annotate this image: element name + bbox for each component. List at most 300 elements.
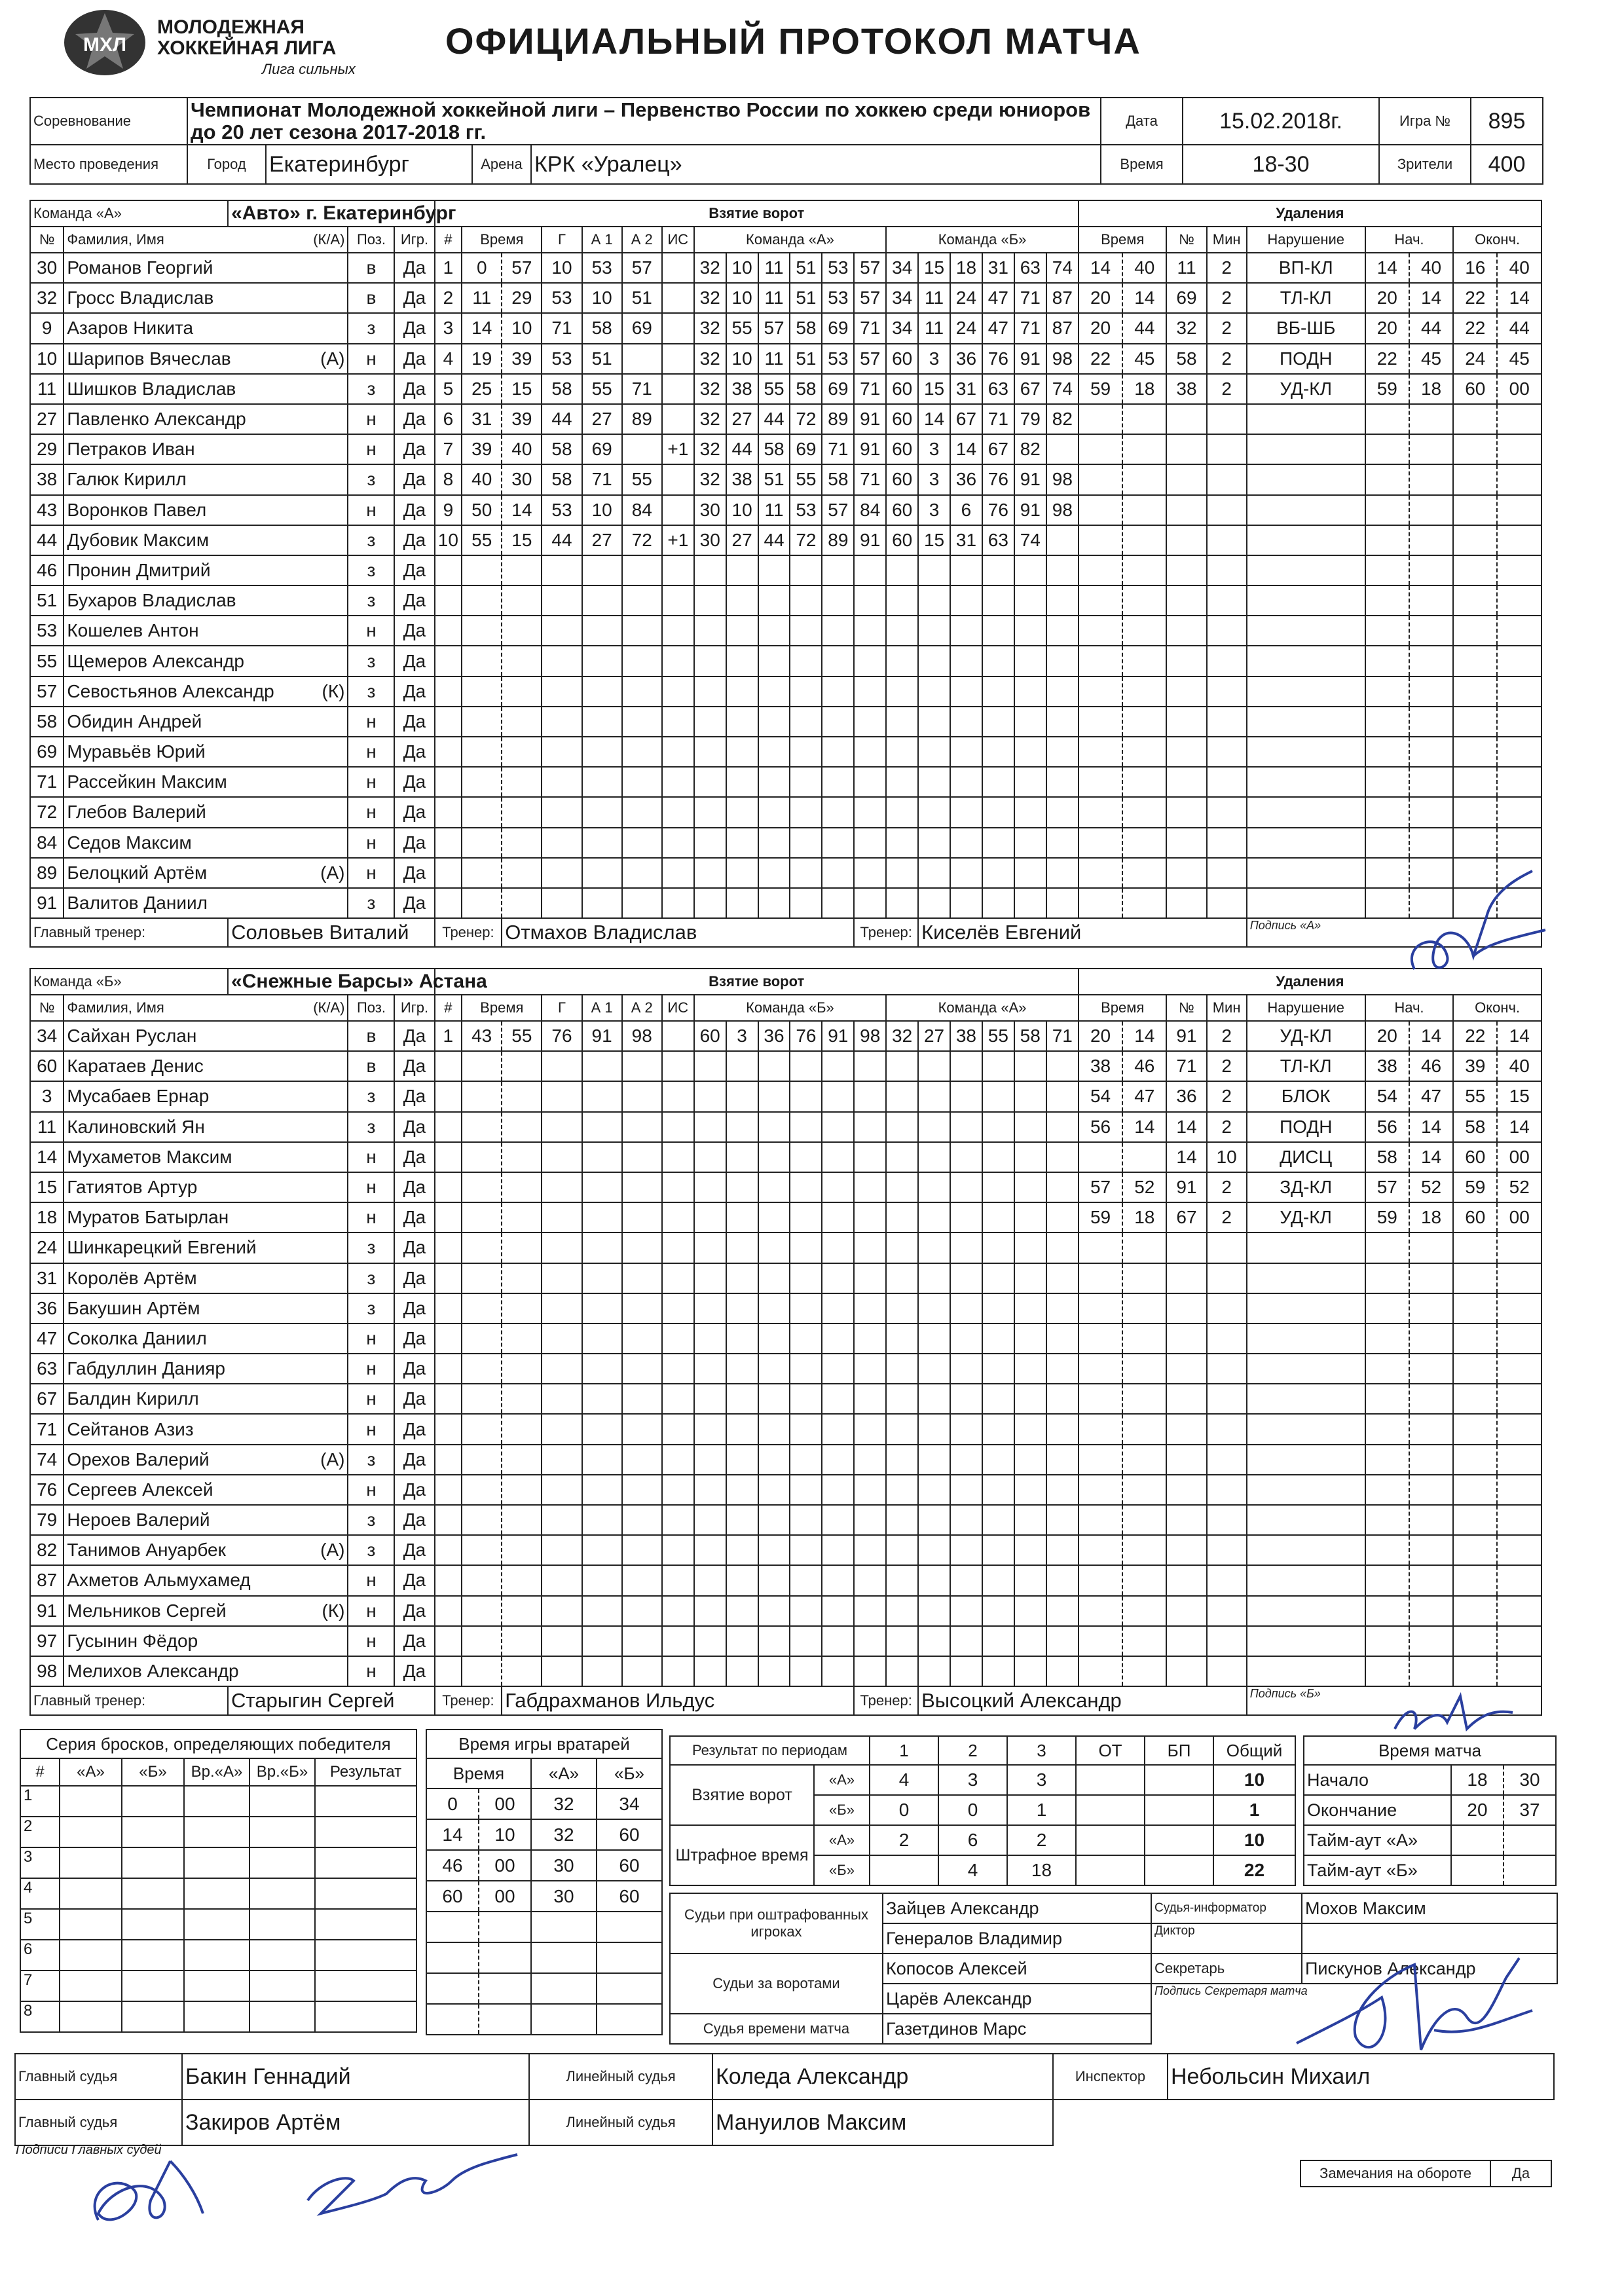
- goal-judge-2: Царёв Александр: [883, 1984, 1151, 2014]
- onice-other-team: [950, 1384, 982, 1414]
- onice-other-team: [1046, 525, 1079, 555]
- goal-minute: [462, 646, 502, 676]
- goal-minute: [462, 737, 502, 767]
- team-b-label: «Б»: [814, 1855, 870, 1885]
- onice-scoring-team: [726, 1232, 758, 1263]
- goalie-team-b: 60: [597, 1881, 662, 1912]
- match-time-hour: 18: [1451, 1765, 1504, 1795]
- col-name: [64, 995, 348, 1021]
- penalty-second: [1122, 1565, 1166, 1595]
- goal-assist-1: [582, 1656, 622, 1686]
- penalty-start-sec: 14: [1409, 1021, 1453, 1051]
- penalty-end-min: 60: [1453, 1142, 1497, 1172]
- penalty-start-min: [1365, 464, 1409, 494]
- goal-situation: [662, 555, 694, 585]
- onice-scoring-team: [726, 858, 758, 888]
- onice-other-team: [950, 616, 982, 646]
- onice-other-team: [950, 888, 982, 918]
- onice-other-team: [918, 1414, 950, 1444]
- onice-other-team: 91: [1014, 495, 1046, 525]
- penalty-minutes: [1207, 1354, 1247, 1384]
- goal-second: [502, 1232, 542, 1263]
- penalty-start-min: 20: [1365, 1021, 1409, 1051]
- penalty-start-min: [1365, 1535, 1409, 1565]
- goal-second: 15: [502, 374, 542, 404]
- onice-scoring-team: [822, 858, 854, 888]
- goal-situation: [662, 1021, 694, 1051]
- goal-situation: +1: [662, 434, 694, 464]
- pim-b: 4: [938, 1855, 1007, 1885]
- goalie-team-a: 32: [531, 1788, 597, 1819]
- player-name: Пронин Дмитрий: [67, 559, 211, 580]
- goal-assist-1: [582, 585, 622, 616]
- onice-scoring-team: [694, 646, 726, 676]
- penalty-violation: [1247, 646, 1365, 676]
- penalty-minutes: [1207, 1626, 1247, 1656]
- player-row: [30, 1324, 1541, 1354]
- player-position: з: [348, 374, 394, 404]
- penalty-end-sec: [1497, 767, 1541, 797]
- player-name-cell: [64, 313, 348, 343]
- penalty-minute: 54: [1079, 1081, 1122, 1111]
- onice-scoring-team: [854, 585, 886, 616]
- pim-b: [1145, 1855, 1213, 1885]
- player-played: Да: [394, 1384, 434, 1414]
- goals-b: 0: [938, 1795, 1007, 1825]
- onice-other-team: 87: [1046, 313, 1079, 343]
- penalty-player: 11: [1166, 253, 1206, 283]
- onice-scoring-team: [726, 1596, 758, 1626]
- onice-scoring-team: [854, 1445, 886, 1475]
- onice-other-team: [886, 828, 918, 858]
- time-value: 18-30: [1183, 145, 1379, 184]
- onice-scoring-team: [758, 1142, 790, 1172]
- player-row: [30, 1142, 1541, 1172]
- period-col: ОТ: [1076, 1736, 1145, 1765]
- goal-minute: 25: [462, 374, 502, 404]
- player-name: Валитов Даниил: [67, 893, 208, 914]
- goal-minute: 31: [462, 404, 502, 434]
- onice-scoring-team: [694, 1051, 726, 1081]
- penalty-start-sec: [1409, 495, 1453, 525]
- goal-number: [435, 555, 462, 585]
- col-goal-no: #: [435, 995, 462, 1021]
- penalty-start-min: [1365, 616, 1409, 646]
- shootout-row-num: 8: [20, 2001, 60, 2032]
- onice-scoring-team: [726, 1142, 758, 1172]
- shootout-cell: [184, 1909, 249, 1940]
- onice-other-team: [918, 737, 950, 767]
- goal-situation: [662, 646, 694, 676]
- penalty-minutes: [1207, 676, 1247, 707]
- onice-scoring-team: [758, 1263, 790, 1293]
- goal-second: [502, 1172, 542, 1202]
- onice-scoring-team: 89: [822, 404, 854, 434]
- penalty-start-min: [1365, 1414, 1409, 1444]
- onice-scoring-team: [822, 555, 854, 585]
- penalty-player: 32: [1166, 313, 1206, 343]
- player-number: 3: [30, 1081, 64, 1111]
- announcer-label: Диктор: [1151, 1923, 1302, 1953]
- onice-other-team: [1014, 1324, 1046, 1354]
- onice-scoring-team: [758, 858, 790, 888]
- onice-scoring-team: [854, 1414, 886, 1444]
- shootout-cell: [184, 1847, 249, 1878]
- goal-scorer: [542, 1051, 581, 1081]
- player-row: [30, 1384, 1541, 1414]
- penalty-minutes: [1207, 1324, 1247, 1354]
- goals-label: Взятие ворот: [670, 1765, 814, 1825]
- onice-other-team: [982, 1505, 1014, 1535]
- onice-scoring-team: 32: [694, 434, 726, 464]
- onice-other-team: [886, 1414, 918, 1444]
- penalty-violation: [1247, 1656, 1365, 1686]
- onice-scoring-team: [854, 1384, 886, 1414]
- onice-other-team: [886, 1505, 918, 1535]
- onice-other-team: [1014, 1596, 1046, 1626]
- player-name-cell: [64, 374, 348, 404]
- goal-number: [435, 1565, 462, 1595]
- col-pen-end: Оконч.: [1453, 227, 1541, 253]
- goal-second: 29: [502, 283, 542, 313]
- player-role: (К): [322, 680, 345, 701]
- onice-other-team: [950, 1626, 982, 1656]
- informer: Мохов Максим: [1302, 1893, 1557, 1923]
- goal-minute: [462, 676, 502, 707]
- player-name-cell: [64, 1263, 348, 1293]
- player-name-cell: [64, 555, 348, 585]
- shootout-col: «Б»: [122, 1758, 184, 1786]
- player-number: 87: [30, 1565, 64, 1595]
- shootout-col: Вр.«Б»: [249, 1758, 315, 1786]
- shootout-row-num: 4: [20, 1878, 60, 1909]
- onice-scoring-team: [790, 1414, 822, 1444]
- player-position: н: [348, 1202, 394, 1232]
- player-name-cell: [64, 434, 348, 464]
- pim-b: [870, 1855, 938, 1885]
- penalty-player: [1166, 646, 1206, 676]
- goal-second: [502, 828, 542, 858]
- goal-assist-2: [622, 1565, 662, 1595]
- player-name-cell: [64, 283, 348, 313]
- onice-other-team: 14: [950, 434, 982, 464]
- goal-number: [435, 1324, 462, 1354]
- onice-other-team: [918, 1293, 950, 1324]
- penalty-minutes: [1207, 1263, 1247, 1293]
- onice-scoring-team: 44: [758, 525, 790, 555]
- col-onice-2: Команда «Б»: [886, 227, 1079, 253]
- onice-scoring-team: 69: [822, 374, 854, 404]
- penalty-minutes: 2: [1207, 1202, 1247, 1232]
- pim-b: [1076, 1855, 1145, 1885]
- player-position: з: [348, 1232, 394, 1263]
- shootout-title: Серия бросков, определяющих победителя: [20, 1730, 416, 1758]
- shootout-cell: [315, 1786, 416, 1817]
- shootout-cell: [249, 1817, 315, 1847]
- player-row: [30, 585, 1541, 616]
- onice-scoring-team: [854, 888, 886, 918]
- onice-other-team: [886, 1445, 918, 1475]
- onice-scoring-team: [726, 1202, 758, 1232]
- onice-other-team: [1014, 1142, 1046, 1172]
- player-number: 82: [30, 1535, 64, 1565]
- onice-other-team: [982, 767, 1014, 797]
- onice-other-team: [982, 1051, 1014, 1081]
- penalty-end-sec: 00: [1497, 374, 1541, 404]
- penalty-minutes: [1207, 888, 1247, 918]
- goal-minute: [462, 1535, 502, 1565]
- onice-scoring-team: [790, 1596, 822, 1626]
- penalty-end-min: [1453, 1263, 1497, 1293]
- player-row: [30, 1021, 1541, 1051]
- player-number: 27: [30, 404, 64, 434]
- penalty-start-sec: [1409, 1565, 1453, 1595]
- col-pos: Поз.: [348, 227, 394, 253]
- onice-scoring-team: [694, 797, 726, 827]
- player-number: 98: [30, 1656, 64, 1686]
- col-games: Игр.: [394, 227, 434, 253]
- player-position: н: [348, 404, 394, 434]
- onice-scoring-team: [726, 888, 758, 918]
- shootout-cell: [184, 1940, 249, 1971]
- onice-other-team: [950, 858, 982, 888]
- penalty-player: [1166, 495, 1206, 525]
- onice-other-team: [1046, 797, 1079, 827]
- penalty-start-min: [1365, 404, 1409, 434]
- player-row: [30, 283, 1541, 313]
- goal-minute: 19: [462, 344, 502, 374]
- penalty-start-min: [1365, 1293, 1409, 1324]
- goal-number: [435, 616, 462, 646]
- penalty-player: [1166, 767, 1206, 797]
- player-number: 69: [30, 737, 64, 767]
- penalty-start-sec: 18: [1409, 374, 1453, 404]
- onice-other-team: [886, 1324, 918, 1354]
- goal-second: [502, 1142, 542, 1172]
- goal-assist-2: [622, 797, 662, 827]
- onice-scoring-team: 55: [726, 313, 758, 343]
- goal-number: 5: [435, 374, 462, 404]
- player-position: н: [348, 797, 394, 827]
- col-pen-time: Время: [1079, 995, 1167, 1021]
- col-goal-time: Время: [462, 995, 542, 1021]
- onice-scoring-team: 32: [694, 404, 726, 434]
- onice-scoring-team: [694, 1232, 726, 1263]
- onice-other-team: [1046, 767, 1079, 797]
- penalty-start-sec: [1409, 1445, 1453, 1475]
- onice-other-team: [1014, 888, 1046, 918]
- onice-other-team: 63: [1014, 253, 1046, 283]
- penalty-second: [1122, 1384, 1166, 1414]
- onice-other-team: [1046, 1475, 1079, 1505]
- col-name-label: Фамилия, Имя: [67, 231, 164, 248]
- goal-situation: [662, 404, 694, 434]
- penalty-end-min: 39: [1453, 1051, 1497, 1081]
- onice-other-team: 74: [1014, 525, 1046, 555]
- penalty-start-min: [1365, 1565, 1409, 1595]
- goal-minute: [462, 1142, 502, 1172]
- player-number: 84: [30, 828, 64, 858]
- shootout-cell: [122, 1817, 184, 1847]
- onice-scoring-team: [790, 1475, 822, 1505]
- player-name-cell: [64, 1354, 348, 1384]
- penalty-player: [1166, 797, 1206, 827]
- goal-assist-1: [582, 1142, 622, 1172]
- penalty-start-min: 56: [1365, 1112, 1409, 1142]
- onice-scoring-team: [694, 858, 726, 888]
- onice-scoring-team: [758, 1324, 790, 1354]
- player-played: Да: [394, 555, 434, 585]
- penalty-second: [1122, 1263, 1166, 1293]
- penalty-second: 14: [1122, 1021, 1166, 1051]
- penalty-violation: [1247, 1626, 1365, 1656]
- penalty-end-sec: [1497, 525, 1541, 555]
- player-position: н: [348, 1475, 394, 1505]
- goal-minute: 50: [462, 495, 502, 525]
- goal-minute: [462, 1202, 502, 1232]
- penalty-end-min: [1453, 525, 1497, 555]
- penalty-second: [1122, 1475, 1166, 1505]
- onice-other-team: [950, 1414, 982, 1444]
- onice-scoring-team: [854, 1202, 886, 1232]
- player-name-cell: [64, 737, 348, 767]
- goal-number: [435, 1626, 462, 1656]
- goal-scorer: 58: [542, 434, 581, 464]
- onice-scoring-team: [694, 1202, 726, 1232]
- penalty-minutes: [1207, 1445, 1247, 1475]
- penalty-minute: [1079, 646, 1122, 676]
- goal-number: [435, 767, 462, 797]
- goal-second: [502, 1202, 542, 1232]
- spectators-value: 400: [1471, 145, 1543, 184]
- penalty-start-min: [1365, 1475, 1409, 1505]
- goalie-team-a: [531, 2004, 597, 2035]
- onice-scoring-team: [822, 1626, 854, 1656]
- player-position: н: [348, 828, 394, 858]
- onice-other-team: [918, 1202, 950, 1232]
- onice-other-team: [1046, 1445, 1079, 1475]
- onice-other-team: [1046, 1626, 1079, 1656]
- goal-scorer: [542, 1596, 581, 1626]
- player-number: 10: [30, 344, 64, 374]
- onice-other-team: [982, 1112, 1014, 1142]
- player-name-cell: [64, 585, 348, 616]
- onice-other-team: 63: [982, 525, 1014, 555]
- onice-other-team: [918, 1324, 950, 1354]
- penalty-minute: [1079, 555, 1122, 585]
- onice-other-team: [1046, 1505, 1079, 1535]
- goal-scorer: [542, 1172, 581, 1202]
- penalty-end-min: [1453, 828, 1497, 858]
- player-played: Да: [394, 1626, 434, 1656]
- onice-scoring-team: 89: [822, 525, 854, 555]
- goal-second: [502, 555, 542, 585]
- penalty-end-min: 60: [1453, 1202, 1497, 1232]
- goal-situation: [662, 888, 694, 918]
- player-name: Дубовик Максим: [67, 529, 210, 550]
- player-played: Да: [394, 737, 434, 767]
- onice-scoring-team: [854, 707, 886, 737]
- penalty-player: [1166, 555, 1206, 585]
- coach-label-2: Тренер:: [854, 1686, 918, 1715]
- onice-scoring-team: [726, 1081, 758, 1111]
- goal-judge-1: Копосов Алексей: [883, 1953, 1151, 1984]
- onice-other-team: 55: [982, 1021, 1014, 1051]
- onice-scoring-team: [694, 1565, 726, 1595]
- penalty-start-min: [1365, 797, 1409, 827]
- penalty-minute: [1079, 828, 1122, 858]
- onice-other-team: [982, 1596, 1014, 1626]
- penalty-start-sec: [1409, 555, 1453, 585]
- goal-minute: 14: [462, 313, 502, 343]
- shootout-row-num: 1: [20, 1786, 60, 1817]
- penalty-start-min: [1365, 585, 1409, 616]
- onice-other-team: [886, 585, 918, 616]
- penalty-minutes: 2: [1207, 1081, 1247, 1111]
- onice-other-team: [950, 585, 982, 616]
- goal-minute: [462, 1263, 502, 1293]
- goal-second: [502, 1051, 542, 1081]
- onice-other-team: [982, 1414, 1014, 1444]
- onice-scoring-team: [790, 737, 822, 767]
- onice-scoring-team: [694, 585, 726, 616]
- player-row: [30, 1596, 1541, 1626]
- penalty-violation: УД-КЛ: [1247, 1021, 1365, 1051]
- player-row: [30, 1172, 1541, 1202]
- onice-scoring-team: [790, 1535, 822, 1565]
- penalty-end-min: [1453, 767, 1497, 797]
- onice-other-team: [1014, 1475, 1046, 1505]
- penalty-player: [1166, 525, 1206, 555]
- player-number: 97: [30, 1626, 64, 1656]
- goal-scorer: 44: [542, 404, 581, 434]
- penalty-minute: 22: [1079, 344, 1122, 374]
- player-played: Да: [394, 1263, 434, 1293]
- onice-other-team: [886, 1081, 918, 1111]
- goal-assist-2: [622, 707, 662, 737]
- penalty-end-sec: [1497, 464, 1541, 494]
- penalties-header: Удаления: [1079, 200, 1541, 227]
- onice-other-team: 71: [1014, 283, 1046, 313]
- penalty-start-min: [1365, 646, 1409, 676]
- period-col: 3: [1007, 1736, 1076, 1765]
- col-pen-min: Мин: [1207, 227, 1247, 253]
- penalty-player: [1166, 676, 1206, 707]
- penalty-start-min: 59: [1365, 374, 1409, 404]
- onice-other-team: [982, 1384, 1014, 1414]
- penalty-minute: [1079, 797, 1122, 827]
- goal-number: [435, 1656, 462, 1686]
- onice-other-team: [1046, 1354, 1079, 1384]
- penalty-second: [1122, 1445, 1166, 1475]
- goal-minute: [462, 616, 502, 646]
- onice-other-team: [918, 1142, 950, 1172]
- player-position: з: [348, 555, 394, 585]
- goal-scorer: [542, 1232, 581, 1263]
- player-row: [30, 1081, 1541, 1111]
- goal-scorer: [542, 555, 581, 585]
- penalty-minute: 14: [1079, 253, 1122, 283]
- onice-other-team: [982, 1656, 1014, 1686]
- goal-second: [502, 1354, 542, 1384]
- goalie-second: [479, 1912, 531, 1942]
- goal-assist-2: [622, 767, 662, 797]
- goal-assist-1: [582, 797, 622, 827]
- onice-scoring-team: [694, 1081, 726, 1111]
- shootout-cell: [122, 1786, 184, 1817]
- goal-assist-1: 71: [582, 464, 622, 494]
- penalty-violation: ВП-КЛ: [1247, 253, 1365, 283]
